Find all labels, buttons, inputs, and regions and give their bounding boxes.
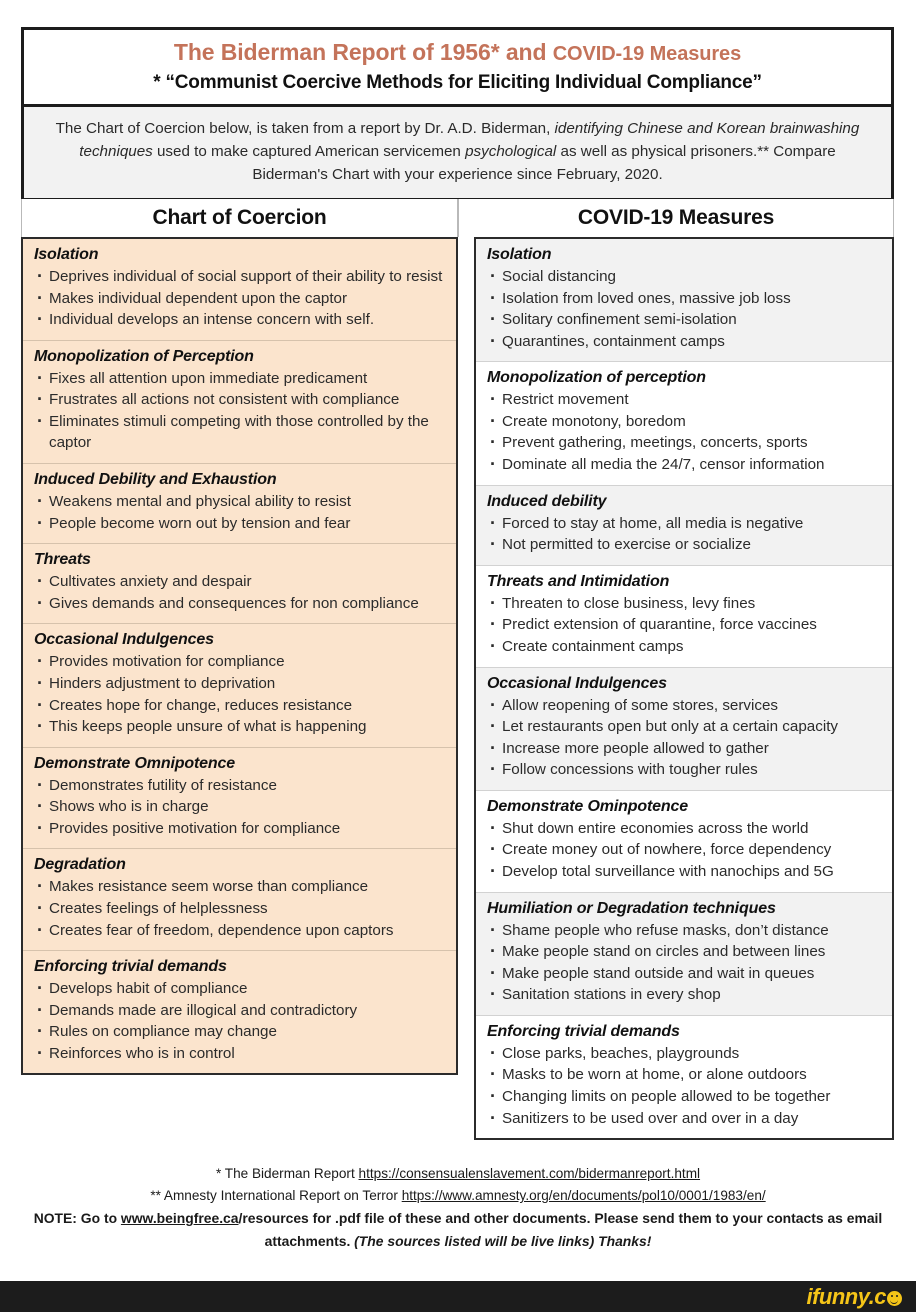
- list-item: · Predict extension of quarantine, force vaccines: [487, 614, 882, 636]
- footer-note: [0, 1207, 916, 1252]
- list-item: · Increase more people allowed to gather: [487, 738, 882, 760]
- intro-text-2: used to make captured American servicemen: [152, 142, 466, 160]
- list-item: · Sanitizers to be used over and over in a day: [487, 1108, 882, 1130]
- table-row: [23, 624, 456, 747]
- list-item: · Follow concessions with tougher rules: [487, 759, 882, 781]
- list-item: · Make people stand outside and wait in queues: [487, 963, 882, 985]
- footer-label-amnesty: ** Amnesty International Report on Terror: [150, 1188, 402, 1204]
- table-row: [23, 239, 456, 341]
- covid-column: [474, 237, 894, 1140]
- list-item: · Let restaurants open but only at a certain capacity: [487, 716, 882, 738]
- row-title: Humiliation or Degradation techniques: [487, 899, 776, 917]
- list-item: · Cultivates anxiety and despair: [34, 571, 446, 593]
- row-title: Occasional Indulgences: [487, 674, 667, 692]
- row-bullet-list: [34, 775, 446, 840]
- list-item: · Prevent gathering, meetings, concerts, sports: [487, 432, 882, 454]
- list-item: · Allow reopening of some stores, services: [487, 695, 882, 717]
- intro-emphasis-1: identifying Chinese and Korean brainwashing techniques: [79, 119, 860, 160]
- table-row: [23, 748, 456, 850]
- intro-text-1: The Chart of Coercion below, is taken from a report by Dr. A.D. Biderman,: [55, 119, 555, 137]
- list-item: · Shame people who refuse masks, don’t distance: [487, 920, 882, 942]
- table-row: [23, 544, 456, 624]
- row-title: Degradation: [34, 856, 126, 874]
- table-row: [476, 1016, 892, 1138]
- table-row: [476, 486, 892, 566]
- row-title: Occasional Indulgences: [34, 631, 214, 649]
- row-bullet-list: [487, 266, 882, 352]
- list-item: · Masks to be worn at home, or alone outdoors: [487, 1064, 882, 1086]
- table-row: [23, 341, 456, 464]
- list-item: · Hinders adjustment to deprivation: [34, 673, 446, 695]
- list-item: · Threaten to close business, levy fines: [487, 593, 882, 615]
- row-title: Monopolization of Perception: [34, 347, 254, 365]
- column-header-row: [21, 199, 894, 237]
- list-item: · Shows who is in charge: [34, 796, 446, 818]
- row-title: Isolation: [34, 246, 99, 263]
- list-item: · Make people stand on circles and between lines: [487, 941, 882, 963]
- list-item: · Social distancing: [487, 266, 882, 288]
- smiley-icon: [887, 1291, 902, 1306]
- table-row: [476, 668, 892, 791]
- row-title: Demonstrate Omnipotence: [34, 754, 236, 772]
- column-header-coercion: Chart of Coercion: [21, 199, 458, 237]
- row-title: Enforcing trivial demands: [487, 1022, 680, 1040]
- list-item: · Restrict movement: [487, 389, 882, 411]
- list-item: · Close parks, beaches, playgrounds: [487, 1043, 882, 1065]
- footer: [0, 1163, 916, 1252]
- table-row: [476, 791, 892, 893]
- list-item: · Creates fear of freedom, dependence upon captors: [34, 920, 446, 942]
- list-item: · Individual develops an intense concern with self.: [34, 309, 446, 331]
- footer-note-middle: /resources for .pdf file of these and other documents. Please send them to your contacts as email attachments.: [238, 1210, 883, 1249]
- footer-line-amnesty: [0, 1185, 916, 1207]
- list-item: · Not permitted to exercise or socialize: [487, 534, 882, 556]
- list-item: · Fixes all attention upon immediate predicament: [34, 368, 446, 390]
- row-bullet-list: [34, 491, 446, 534]
- ifunny-watermark: [806, 1284, 902, 1310]
- page-title: [34, 39, 881, 66]
- intro-text-3: as well as physical prisoners.** Compare Biderman's Chart with your experience since February, 2020.: [252, 142, 836, 184]
- row-title: Enforcing trivial demands: [34, 958, 227, 976]
- table-row: [476, 893, 892, 1016]
- list-item: · Provides positive motivation for compliance: [34, 818, 446, 840]
- table-row: [23, 849, 456, 951]
- biderman-report-link[interactable]: https://consensualenslavement.com/bidermanreport.html: [358, 1166, 701, 1181]
- list-item: · Gives demands and consequences for non compliance: [34, 593, 446, 615]
- header-block: [21, 27, 894, 201]
- table-row: [23, 951, 456, 1073]
- list-item: · Sanitation stations in every shop: [487, 984, 882, 1006]
- row-bullet-list: [487, 389, 882, 475]
- row-bullet-list: [34, 266, 446, 331]
- list-item: · Shut down entire economies across the world: [487, 818, 882, 840]
- list-item: · Eliminates stimuli competing with those controlled by the captor: [34, 411, 446, 454]
- beingfree-link[interactable]: www.beingfree.ca: [120, 1210, 239, 1227]
- ifunny-watermark-bar: [0, 1281, 916, 1312]
- row-bullet-list: [34, 978, 446, 1064]
- page-title-main: The Biderman Report of 1956* and: [173, 39, 553, 65]
- row-title: Induced Debility and Exhaustion: [34, 471, 277, 489]
- row-bullet-list: [34, 876, 446, 941]
- row-bullet-list: [487, 513, 882, 556]
- row-bullet-list: [487, 695, 882, 781]
- list-item: · Create money out of nowhere, force dependency: [487, 839, 882, 861]
- footer-note-prefix: NOTE: Go to: [33, 1210, 121, 1227]
- row-bullet-list: [487, 1043, 882, 1129]
- list-item: · Create monotony, boredom: [487, 411, 882, 433]
- footer-label-biderman: * The Biderman Report: [215, 1166, 359, 1181]
- list-item: · Creates hope for change, reduces resistance: [34, 695, 446, 717]
- list-item: · Makes individual dependent upon the captor: [34, 288, 446, 310]
- list-item: · Forced to stay at home, all media is negative: [487, 513, 882, 535]
- row-bullet-list: [34, 571, 446, 614]
- intro-paragraph: [24, 107, 891, 198]
- list-item: · Develops habit of compliance: [34, 978, 446, 1000]
- list-item: · Changing limits on people allowed to be together: [487, 1086, 882, 1108]
- list-item: · Quarantines, containment camps: [487, 331, 882, 353]
- row-title: Threats: [34, 551, 91, 569]
- list-item: · Frustrates all actions not consistent with compliance: [34, 389, 446, 411]
- row-bullet-list: [487, 920, 882, 1006]
- amnesty-report-link[interactable]: https://www.amnesty.org/en/documents/pol10/0001/1983/en/: [401, 1188, 766, 1204]
- list-item: · Rules on compliance may change: [34, 1021, 446, 1043]
- page-subtitle: * “Communist Coercive Methods for Eliciting Individual Compliance”: [153, 72, 762, 93]
- row-bullet-list: [34, 651, 446, 737]
- list-item: · Solitary confinement semi-isolation: [487, 309, 882, 331]
- row-title: Isolation: [487, 246, 552, 263]
- list-item: · Deprives individual of social support of their ability to resist: [34, 266, 446, 288]
- table-row: [476, 566, 892, 668]
- row-title: Monopolization of perception: [487, 369, 706, 387]
- table-row: [476, 239, 892, 362]
- row-bullet-list: [34, 368, 446, 454]
- comparison-table: [21, 199, 894, 1140]
- title-area: [24, 30, 891, 107]
- list-item: · Makes resistance seem worse than compliance: [34, 876, 446, 898]
- page-title-covid: COVID-19 Measures: [552, 43, 742, 65]
- list-item: · Demands made are illogical and contradictory: [34, 1000, 446, 1022]
- intro-emphasis-2: psychological: [465, 142, 557, 160]
- row-title: Demonstrate Ominpotence: [487, 797, 689, 815]
- row-title: Threats and Intimidation: [487, 572, 670, 590]
- table-row: [23, 464, 456, 544]
- ifunny-watermark-text: ifunny.c: [806, 1283, 886, 1309]
- list-item: · This keeps people unsure of what is happening: [34, 716, 446, 738]
- list-item: · Creates feelings of helplessness: [34, 898, 446, 920]
- list-item: · Demonstrates futility of resistance: [34, 775, 446, 797]
- row-title: Induced debility: [487, 492, 607, 510]
- footer-line-biderman: [0, 1163, 916, 1185]
- footer-note-emphasis: (The sources listed will be live links) Thanks!: [354, 1232, 652, 1249]
- coercion-column: [21, 237, 458, 1075]
- column-header-covid: COVID-19 Measures: [458, 199, 894, 237]
- list-item: · Develop total surveillance with nanochips and 5G: [487, 861, 882, 883]
- row-bullet-list: [487, 593, 882, 658]
- table-row: [476, 362, 892, 485]
- list-item: · Weakens mental and physical ability to resist: [34, 491, 446, 513]
- list-item: · People become worn out by tension and fear: [34, 513, 446, 535]
- list-item: · Dominate all media the 24/7, censor information: [487, 454, 882, 476]
- list-item: · Create containment camps: [487, 636, 882, 658]
- list-item: · Isolation from loved ones, massive job loss: [487, 288, 882, 310]
- list-item: · Provides motivation for compliance: [34, 651, 446, 673]
- row-bullet-list: [487, 818, 882, 883]
- list-item: · Reinforces who is in control: [34, 1043, 446, 1065]
